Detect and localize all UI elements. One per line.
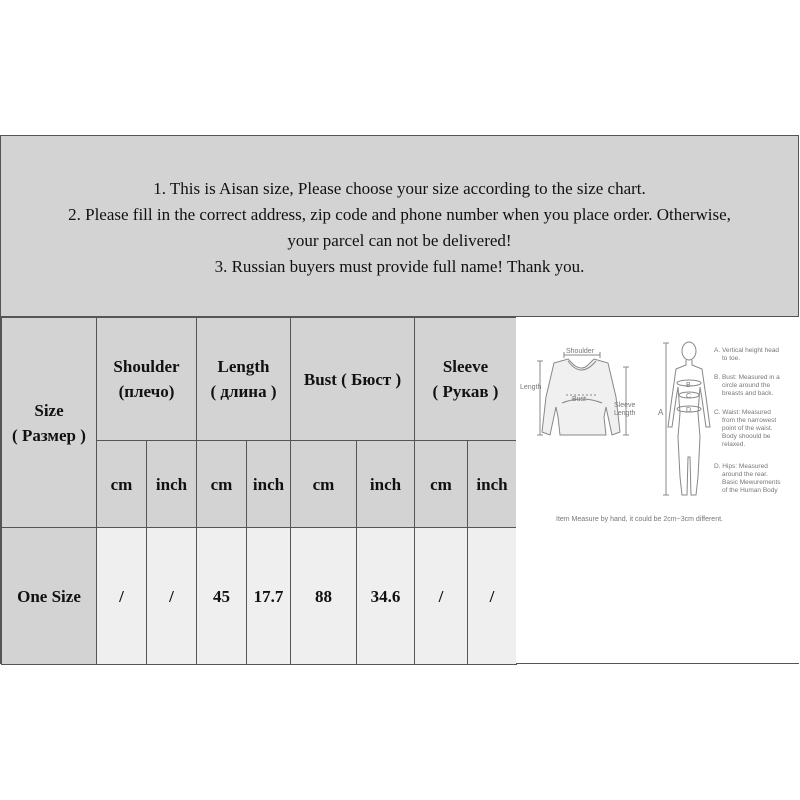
table-row — [2, 528, 517, 665]
shoulder-header-en: Shoulder — [113, 357, 180, 376]
notice-line-1: 1. This is Aisan size, Please choose your size according to the size chart. — [153, 179, 646, 198]
value-cell: 34.6 — [357, 528, 415, 665]
sleeve-header-en: Sleeve — [442, 357, 489, 376]
bust-header — [291, 318, 415, 441]
value-cell: / — [97, 528, 147, 665]
unit-cell: inch — [357, 441, 415, 528]
note-d-1: D. Hips: Measured — [714, 463, 768, 470]
value-cell: / — [468, 528, 517, 665]
shoulder-label: Shoulder — [566, 348, 595, 355]
unit-cell: inch — [147, 441, 197, 528]
length-label: Length — [520, 384, 542, 391]
sleeve-header-ru: ( Рукав ) — [432, 382, 499, 401]
size-cell: One Size — [2, 528, 97, 665]
unit-cell: inch — [468, 441, 517, 528]
body-figure-icon — [663, 342, 710, 495]
measurement-notes — [714, 347, 781, 494]
sweater-sketch-icon — [537, 352, 629, 435]
notice-line-2: 2. Please fill in the correct address, zip code and phone number when you place order. Otherwise, — [68, 205, 731, 224]
order-notice — [1, 136, 798, 317]
note-d-2: around the rear. — [722, 471, 768, 478]
sleeve-header — [415, 318, 517, 441]
marker-a: A — [658, 408, 664, 417]
note-d-4: of the Human Body — [722, 487, 778, 494]
bust-header-en: Bust ( Бюст ) — [303, 369, 402, 389]
size-chart-frame — [0, 135, 799, 664]
note-a-2: to toe. — [722, 355, 741, 362]
shoulder-header-ru: (плечо) — [118, 382, 175, 401]
bust-label: Bust — [572, 396, 587, 403]
value-cell: 17.7 — [247, 528, 291, 665]
length-header — [197, 318, 291, 441]
note-d-3: Basic Mewurements — [722, 479, 781, 486]
note-c-2: from the narrowest — [722, 417, 777, 424]
notice-line-3: your parcel can not be delivered! — [287, 231, 512, 250]
note-c-3: point of the waist. — [722, 425, 773, 432]
size-header-ru: ( Размер ) — [12, 425, 86, 445]
size-header — [2, 318, 97, 528]
value-cell: 88 — [291, 528, 357, 665]
marker-b: B — [686, 382, 691, 389]
unit-cell: cm — [97, 441, 147, 528]
size-table — [1, 317, 517, 665]
length-header-en: Length — [217, 357, 270, 376]
note-b-3: breasts and back. — [722, 390, 774, 397]
note-b-2: circle around the — [722, 382, 771, 389]
value-cell: / — [415, 528, 468, 665]
note-b-1: B. Bust: Measured in a — [714, 374, 780, 381]
measure-footnote: Item Measure by hand, it could be 2cm~3cm different. — [556, 516, 723, 523]
value-cell: 45 — [197, 528, 247, 665]
unit-cell: inch — [247, 441, 291, 528]
length-header-ru: ( длина ) — [210, 382, 277, 401]
note-c-4: Body shoould be — [722, 433, 771, 440]
size-header-en: Size — [34, 400, 64, 420]
sleeve-length-label: Length — [614, 410, 636, 417]
value-cell: / — [147, 528, 197, 665]
measurement-guide — [516, 317, 799, 663]
unit-cell: cm — [197, 441, 247, 528]
marker-d: D — [686, 407, 692, 414]
note-a-1: A. Vertical height head — [714, 347, 780, 354]
marker-c: C — [686, 393, 692, 400]
measurement-illustration — [516, 317, 799, 663]
sleeve-label: Sleeve — [614, 402, 636, 409]
unit-cell: cm — [415, 441, 468, 528]
notice-line-4: 3. Russian buyers must provide full name! Thank you. — [214, 257, 585, 276]
note-c-1: C. Waist: Measured — [714, 409, 771, 416]
unit-cell: cm — [291, 441, 357, 528]
note-c-5: relaxed. — [722, 441, 746, 448]
shoulder-header — [97, 318, 197, 441]
